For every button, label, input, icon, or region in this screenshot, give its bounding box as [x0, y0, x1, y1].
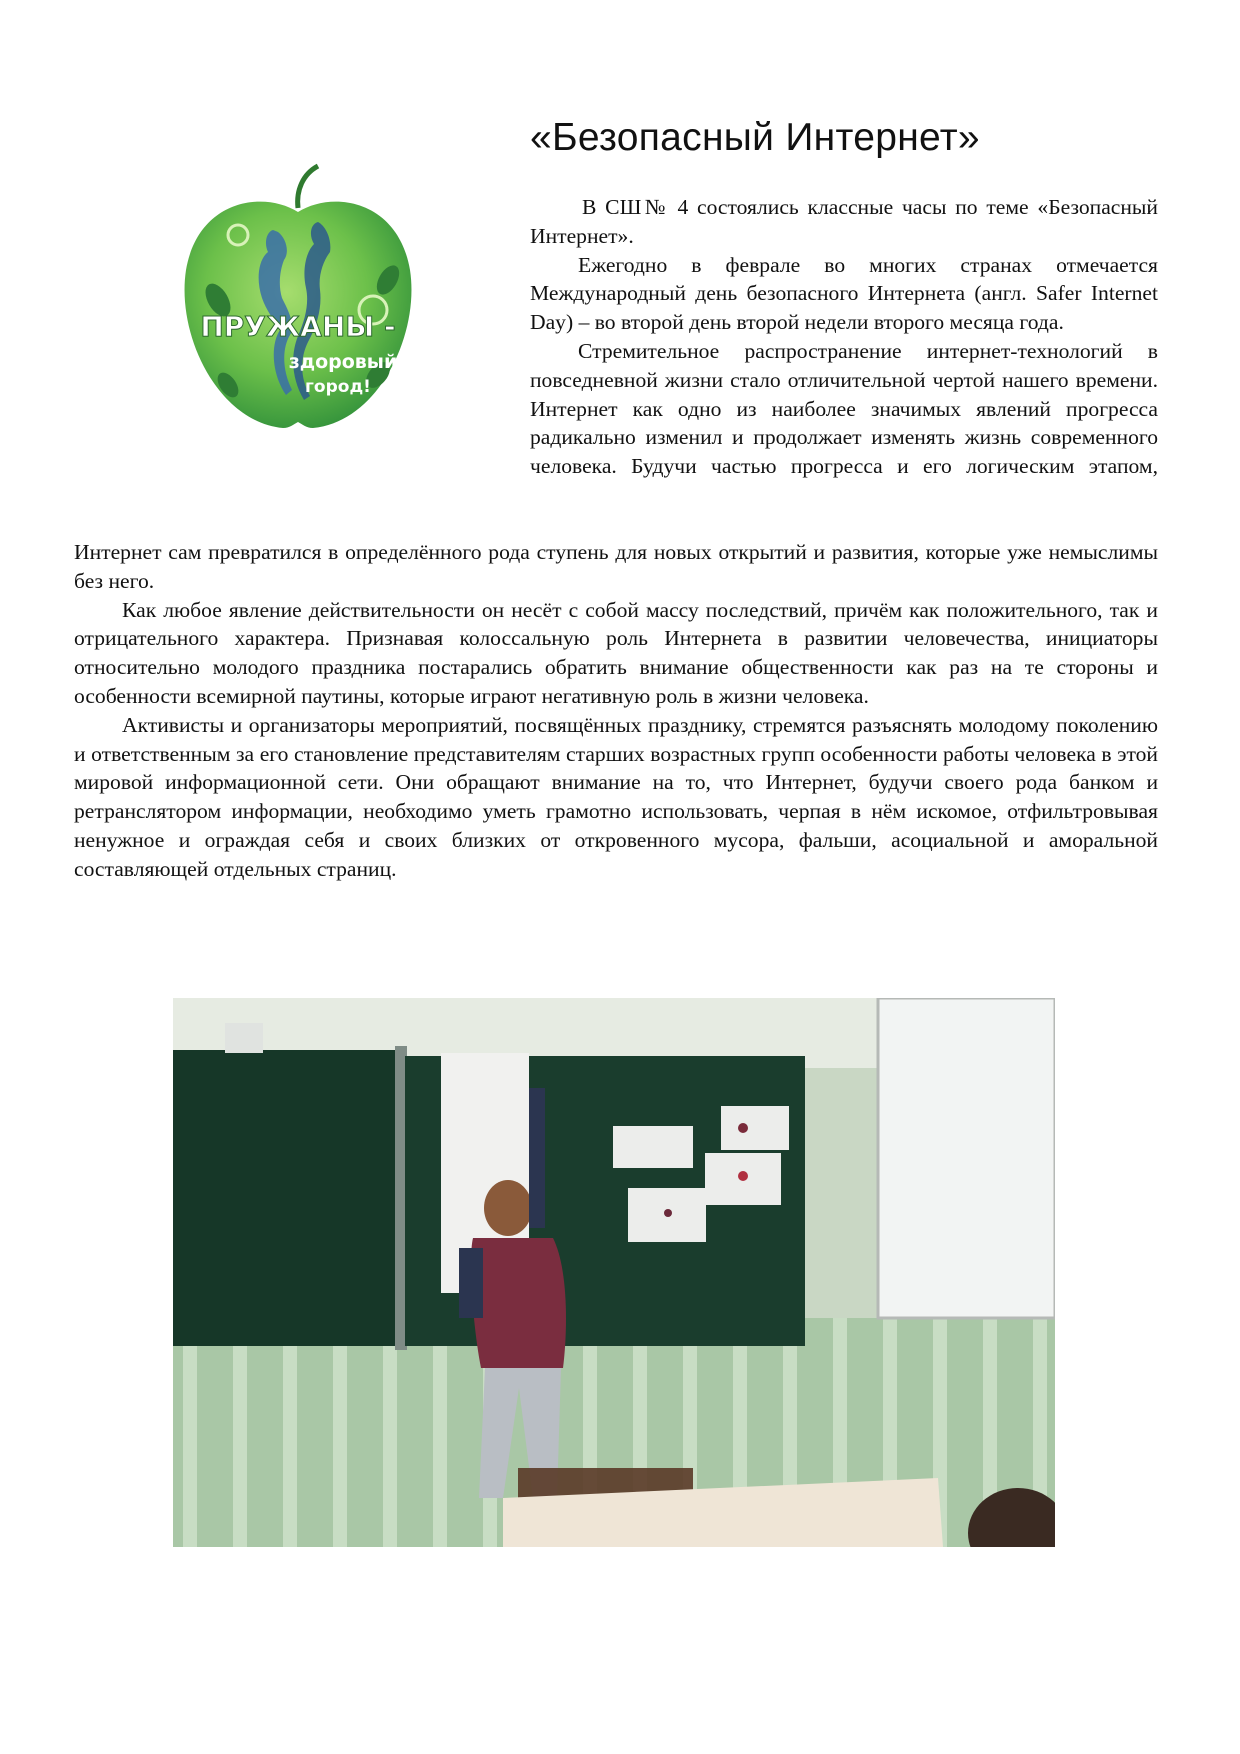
- paragraph-5: Активисты и организаторы мероприятий, посвящённых празднику, стремятся разъяснять молодому поколению и ответственным за его становление представителям старших возрастных групп особенности работы человека в этой мировой информационной сети. Они обращают внимание на то, что Интернет, будучи своего рода банком и ретранслятором информации, необходимо уметь грамотно использовать, черпая в нём искомое, отфильтровывая ненужное и ограждая себя и своих близких от откровенного мусора, фальши, асоциальной и аморальной составляющей отдельных страниц.: [74, 712, 1158, 881]
- paragraph-1: В СШ№ 4 состоялись классные часы по теме «Безопасный Интернет».: [530, 195, 1158, 248]
- logo-text-line1: ПРУЖАНЫ -: [200, 310, 396, 343]
- intro-column: [530, 193, 1158, 481]
- main-column: [74, 538, 1158, 884]
- paragraph-3-continued: Интернет сам превратился в определённого рода ступень для новых открытий и развития, которые уже немыслимы без него.: [74, 540, 1158, 593]
- classroom-photo: [173, 998, 1055, 1547]
- paragraph-4: Как любое явление действительности он несёт с собой массу последствий, причём как положительного, так и отрицательного характера. Признавая колоссальную роль Интернета в развитии человечества, инициаторы относительно молодого праздника постарались обратить внимание общественности как раз на те стороны и особенности всемирной паутины, которые играют негативную роль в жизни человека.: [74, 597, 1158, 708]
- whiteboard: [878, 998, 1055, 1318]
- chalkboard-left: [173, 1050, 398, 1346]
- page-title: «Безопасный Интернет»: [530, 116, 980, 159]
- apple-logo-icon: [178, 160, 418, 450]
- paragraph-2: Ежегодно в феврале во многих странах отмечается Международный день безопасного Интернета (англ. Safer Internet Day) – во второй день второй недели второго месяца года.: [530, 252, 1158, 335]
- logo-pruzhany-healthy-city: [178, 160, 418, 450]
- logo-text-line2: здоровый: [288, 351, 398, 373]
- logo-text-line3: город!: [305, 377, 371, 397]
- paragraph-3: Стремительное распространение интернет-технологий в повседневной жизни стало отличительной чертой нашего времени. Интернет как одно из наиболее значимых явлений прогресса радикально изменил и продолжает изменять жизнь современного человека. Будучи частью прогресса и его логическим этапом,: [530, 338, 1158, 479]
